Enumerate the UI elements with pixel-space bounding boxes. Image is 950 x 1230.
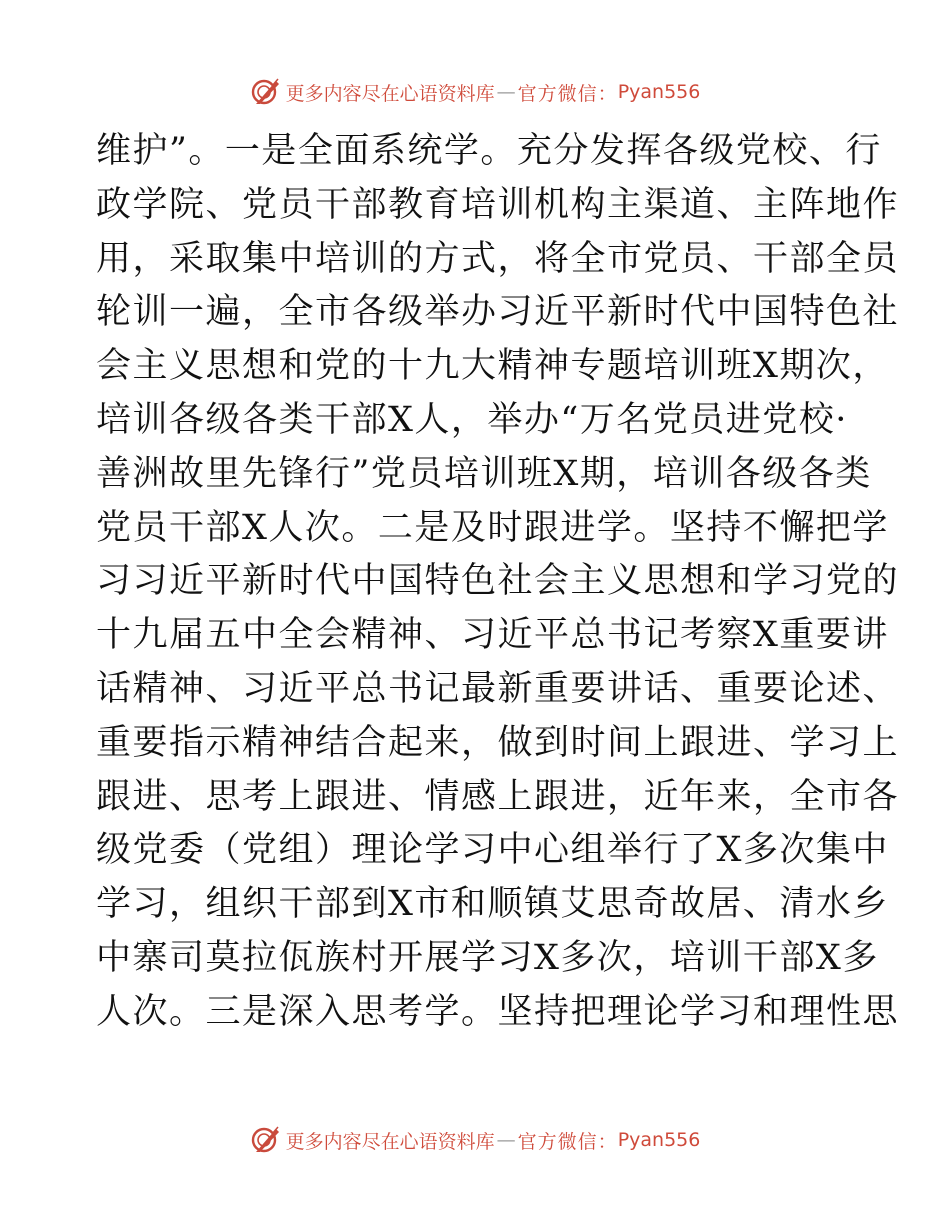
watermark-banner-bottom	[0, 1120, 950, 1160]
text-line: 习习近平新时代中国特色社会主义思想和学习党的	[96, 561, 900, 602]
text-line: 轮训一遍，全市各级举办习近平新时代中国特色社	[96, 292, 900, 333]
banner-separator: —	[496, 1129, 516, 1151]
banner-wechat-label: 官方微信：	[517, 82, 618, 105]
text-line: 政学院、党员干部教育培训机构主渠道、主阵地作	[96, 184, 900, 225]
text-line: 学习，组织干部到X市和顺镇艾思奇故居、清水乡	[96, 884, 889, 925]
banner-separator: —	[496, 81, 516, 103]
banner-text: 更多内容尽在心语资料库	[285, 82, 495, 105]
text-line: 善洲故里先锋行”党员培训班X期，培训各级各类	[96, 453, 872, 494]
text-line: 人次。三是深入思考学。坚持把理论学习和理性思	[96, 991, 900, 1032]
text-line: 级党委（党组）理论学习中心组举行了X多次集中	[96, 830, 889, 871]
text-line: 中寨司莫拉佤族村开展学习X多次，培训干部X多	[96, 937, 879, 978]
text-line: 十九届五中全会精神、习近平总书记考察X重要讲	[96, 615, 889, 656]
text-line: 会主义思想和党的十九大精神专题培训班X期次，	[96, 346, 889, 387]
document-body	[96, 125, 900, 1040]
banner-wechat-handle: Pyan556	[617, 1129, 701, 1151]
text-line: 用，采取集中培训的方式，将全市党员、干部全员	[96, 238, 900, 279]
banner-wechat-handle: Pyan556	[617, 81, 701, 103]
banner-wechat-label: 官方微信：	[517, 1130, 618, 1153]
quill-logo-icon	[250, 76, 282, 108]
quill-logo-icon	[250, 1124, 282, 1156]
text-line: 跟进、思考上跟进、情感上跟进，近年来，全市各	[96, 776, 900, 817]
text-line: 培训各级各类干部X人，举办“万名党员进党校·	[96, 399, 848, 440]
banner-text: 更多内容尽在心语资料库	[285, 1130, 495, 1153]
text-line: 话精神、习近平总书记最新重要讲话、重要论述、	[96, 668, 900, 709]
text-line: 党员干部X人次。二是及时跟进学。坚持不懈把学	[96, 507, 889, 548]
watermark-banner-top	[0, 72, 950, 112]
text-line: 重要指示精神结合起来，做到时间上跟进、学习上	[96, 722, 900, 763]
text-line: 维护”。一是全面系统学。充分发挥各级党校、行	[96, 131, 882, 171]
